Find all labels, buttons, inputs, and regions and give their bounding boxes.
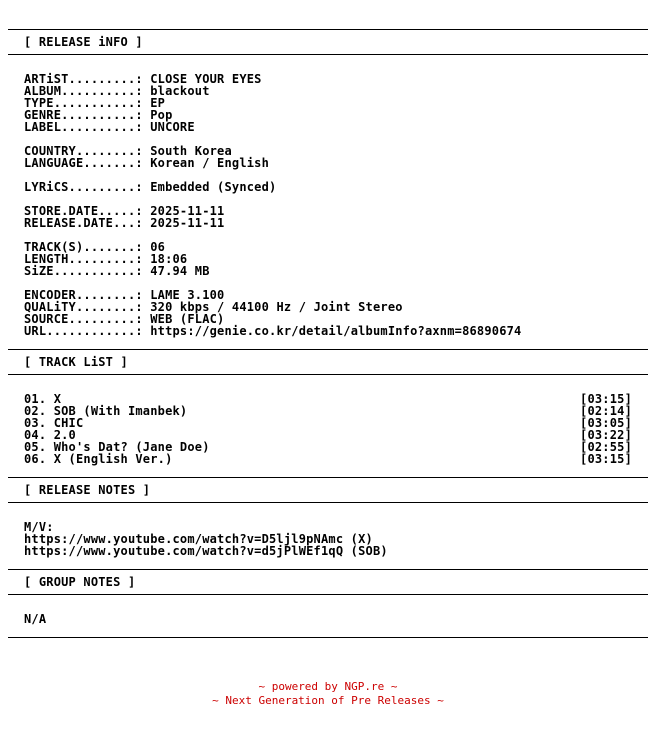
release-note-line: M/V: (24, 520, 54, 534)
info-row (24, 217, 648, 229)
info-row (24, 181, 648, 193)
track-duration: [03:15] (580, 452, 632, 466)
info-label: URL............: (24, 324, 143, 338)
info-label: TRACK(S).......: (24, 240, 143, 254)
track-title: 04. 2.0 (24, 428, 76, 442)
track-title: 02. SOB (With Imanbek) (24, 404, 188, 418)
info-label: TYPE...........: (24, 96, 143, 110)
info-label: ARTiST.........: (24, 72, 143, 86)
info-value: Embedded (Synced) (150, 180, 277, 194)
info-value: WEB (FLAC) (150, 312, 225, 326)
track-list-block (8, 375, 648, 477)
info-label: GENRE..........: (24, 108, 143, 122)
info-label: ENCODER........: (24, 288, 143, 302)
track-duration: [02:55] (580, 440, 632, 454)
group-notes-block (8, 595, 648, 637)
track-title: 05. Who's Dat? (Jane Doe) (24, 440, 210, 454)
nfo-document (8, 29, 648, 638)
track-duration: [03:22] (580, 428, 632, 442)
track-row (24, 417, 648, 429)
track-row (24, 453, 648, 465)
info-label: LENGTH.........: (24, 252, 143, 266)
info-row (24, 325, 648, 337)
group-notes-heading: [ GROUP NOTES ] (24, 575, 136, 589)
track-duration: [02:14] (580, 404, 632, 418)
info-value: 2025-11-11 (150, 204, 225, 218)
info-row (24, 265, 648, 277)
track-list-heading: [ TRACK LiST ] (24, 355, 128, 369)
release-info-block (8, 55, 648, 349)
info-value: EP (150, 96, 166, 110)
info-value: blackout (150, 84, 210, 98)
group-note-line: N/A (24, 612, 47, 626)
info-label: STORE.DATE.....: (24, 204, 143, 218)
track-duration: [03:05] (580, 416, 632, 430)
info-value: 47.94 MB (150, 264, 210, 278)
track-title: 06. X (English Ver.) (24, 452, 173, 466)
info-value: 06 (150, 240, 166, 254)
info-label: QUALiTY........: (24, 300, 143, 314)
info-value: 18:06 (150, 252, 188, 266)
release-notes-heading: [ RELEASE NOTES ] (24, 483, 151, 497)
divider (8, 637, 648, 638)
info-label: ALBUM..........: (24, 84, 143, 98)
release-note-line: https://www.youtube.com/watch?v=D5ljl9pNAmc (X) (24, 532, 373, 546)
footer-powered-by: ~ powered by NGP.re ~ (258, 680, 398, 693)
info-label: SOURCE.........: (24, 312, 143, 326)
info-label: LABEL..........: (24, 120, 143, 134)
release-notes-block (8, 503, 648, 569)
track-title: 01. X (24, 392, 62, 406)
info-value: LAME 3.100 (150, 288, 225, 302)
info-value: Pop (150, 108, 173, 122)
footer-tagline: ~ Next Generation of Pre Releases ~ (212, 694, 444, 707)
info-value: https://genie.co.kr/detail/albumInfo?axnm=86890674 (150, 324, 522, 338)
track-title: 03. CHIC (24, 416, 84, 430)
info-row (24, 121, 648, 133)
release-note-line: https://www.youtube.com/watch?v=d5jPlWEf1qQ (SOB) (24, 544, 388, 558)
info-label: LANGUAGE.......: (24, 156, 143, 170)
info-label: COUNTRY........: (24, 144, 143, 158)
info-label: LYRiCS.........: (24, 180, 143, 194)
info-value: Korean / English (150, 156, 270, 170)
info-value: South Korea (150, 144, 232, 158)
info-value: 2025-11-11 (150, 216, 225, 230)
info-value: CLOSE YOUR EYES (150, 72, 262, 86)
info-value: UNCORE (150, 120, 195, 134)
info-label: SiZE...........: (24, 264, 143, 278)
info-value: 320 kbps / 44100 Hz / Joint Stereo (150, 300, 403, 314)
info-label: RELEASE.DATE...: (24, 216, 143, 230)
track-row (24, 405, 648, 417)
footer (0, 680, 656, 708)
info-row (24, 157, 648, 169)
release-info-heading: [ RELEASE iNFO ] (24, 35, 143, 49)
track-duration: [03:15] (580, 392, 632, 406)
